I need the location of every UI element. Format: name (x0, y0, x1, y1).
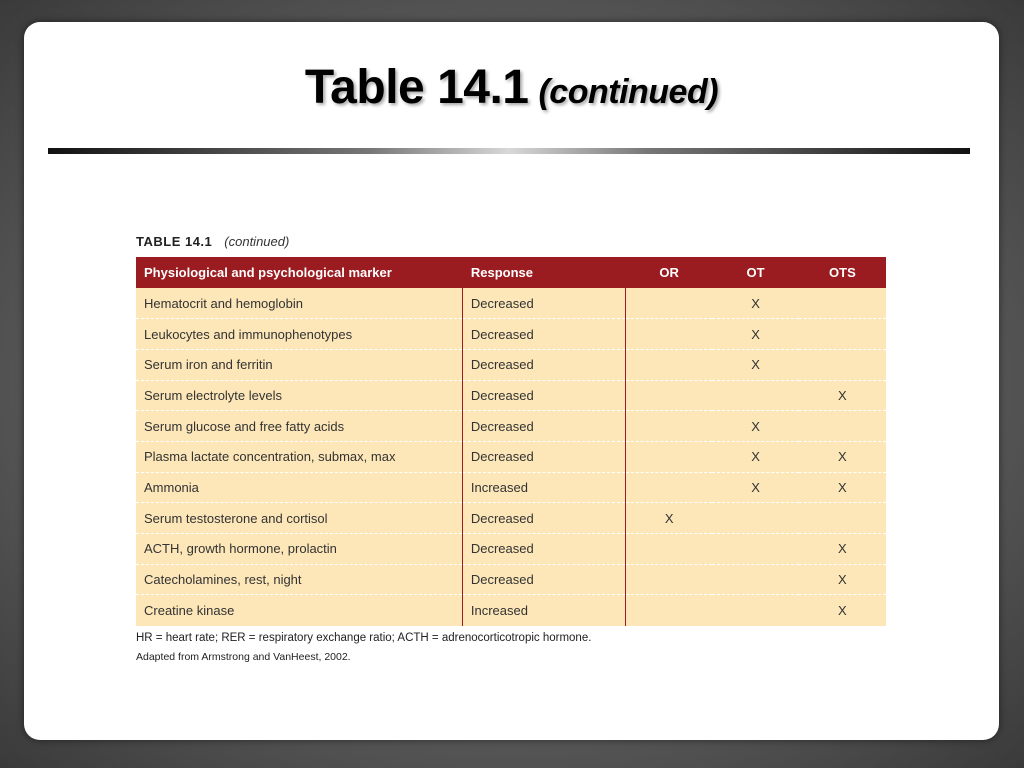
cell-ots: X (799, 534, 886, 565)
cell-ot: X (712, 411, 798, 442)
cell-response: Decreased (462, 288, 625, 319)
cell-or (625, 411, 712, 442)
table-row (136, 441, 886, 472)
table-row (136, 564, 886, 595)
cell-or (625, 595, 712, 626)
cell-marker: Serum testosterone and cortisol (136, 503, 462, 534)
cell-response: Decreased (462, 411, 625, 442)
cell-ot: X (712, 441, 798, 472)
cell-response: Decreased (462, 534, 625, 565)
cell-marker: Serum glucose and free fatty acids (136, 411, 462, 442)
table-row (136, 319, 886, 350)
cell-response: Decreased (462, 380, 625, 411)
slide-title-sub: (continued) (538, 73, 719, 111)
markers-table (136, 257, 886, 626)
cell-marker: Leukocytes and immunophenotypes (136, 319, 462, 350)
table-row (136, 472, 886, 503)
cell-or (625, 319, 712, 350)
cell-or (625, 380, 712, 411)
cell-ots (799, 411, 886, 442)
cell-marker: ACTH, growth hormone, prolactin (136, 534, 462, 565)
cell-marker: Creatine kinase (136, 595, 462, 626)
cell-marker: Catecholamines, rest, night (136, 564, 462, 595)
header-response: Response (462, 257, 625, 288)
header-ot: OT (746, 265, 765, 280)
cell-ots (799, 319, 886, 350)
cell-ot (712, 564, 798, 595)
table-footnote: HR = heart rate; RER = respiratory exchange ratio; ACTH = adrenocorticotropic hormone. (136, 631, 592, 644)
cell-response: Decreased (462, 349, 625, 380)
cell-ot (712, 534, 798, 565)
cell-or: X (625, 503, 712, 534)
cell-response: Decreased (462, 564, 625, 595)
cell-ots: X (838, 602, 847, 618)
cell-or (625, 472, 712, 503)
cell-ot: X (712, 288, 798, 319)
cell-ot (712, 503, 798, 534)
cell-marker: Hematocrit and hemoglobin (136, 288, 462, 319)
table-source: Adapted from Armstrong and VanHeest, 2002. (136, 650, 351, 663)
table-row (136, 595, 886, 626)
cell-ots: X (799, 564, 886, 595)
slide-title-main: Table 14.1 (304, 61, 529, 114)
cell-ot (712, 380, 798, 411)
header-ots: OTS (829, 265, 856, 280)
cell-ots: X (799, 380, 886, 411)
table-row (136, 380, 886, 411)
cell-or (625, 288, 712, 319)
cell-ot: X (712, 472, 798, 503)
cell-response: Increased (462, 472, 625, 503)
table-row (136, 534, 886, 565)
table-figure (136, 234, 886, 667)
table-header-row (136, 257, 886, 288)
table-row (136, 411, 886, 442)
table-body (136, 288, 886, 626)
cell-or (625, 441, 712, 472)
table-row (136, 288, 886, 319)
cell-response: Decreased (462, 319, 625, 350)
cell-ots: X (799, 441, 886, 472)
slide-title (24, 60, 999, 115)
table-caption-continued: (continued) (224, 234, 290, 249)
cell-marker: Serum electrolyte levels (136, 380, 462, 411)
cell-response: Decreased (462, 441, 625, 472)
cell-ot: X (712, 319, 798, 350)
cell-marker: Ammonia (136, 472, 462, 503)
cell-or (625, 534, 712, 565)
cell-ot (712, 595, 798, 626)
cell-ots (799, 288, 886, 319)
table-caption (136, 234, 886, 249)
cell-ots: X (799, 472, 886, 503)
title-divider (48, 148, 970, 154)
cell-response: Increased (462, 595, 625, 626)
table-row (136, 503, 886, 534)
cell-ots (799, 349, 886, 380)
table-caption-label: TABLE 14.1 (136, 234, 213, 249)
cell-or (625, 349, 712, 380)
cell-marker: Serum iron and ferritin (136, 349, 462, 380)
header-marker: Physiological and psychological marker (136, 257, 462, 288)
cell-ot: X (712, 349, 798, 380)
header-or: OR (659, 265, 679, 280)
table-notes (136, 629, 886, 667)
slide (24, 22, 999, 740)
cell-response: Decreased (462, 503, 625, 534)
cell-ots (799, 503, 886, 534)
table-row (136, 349, 886, 380)
cell-or (625, 564, 712, 595)
cell-marker: Plasma lactate concentration, submax, max (136, 441, 462, 472)
